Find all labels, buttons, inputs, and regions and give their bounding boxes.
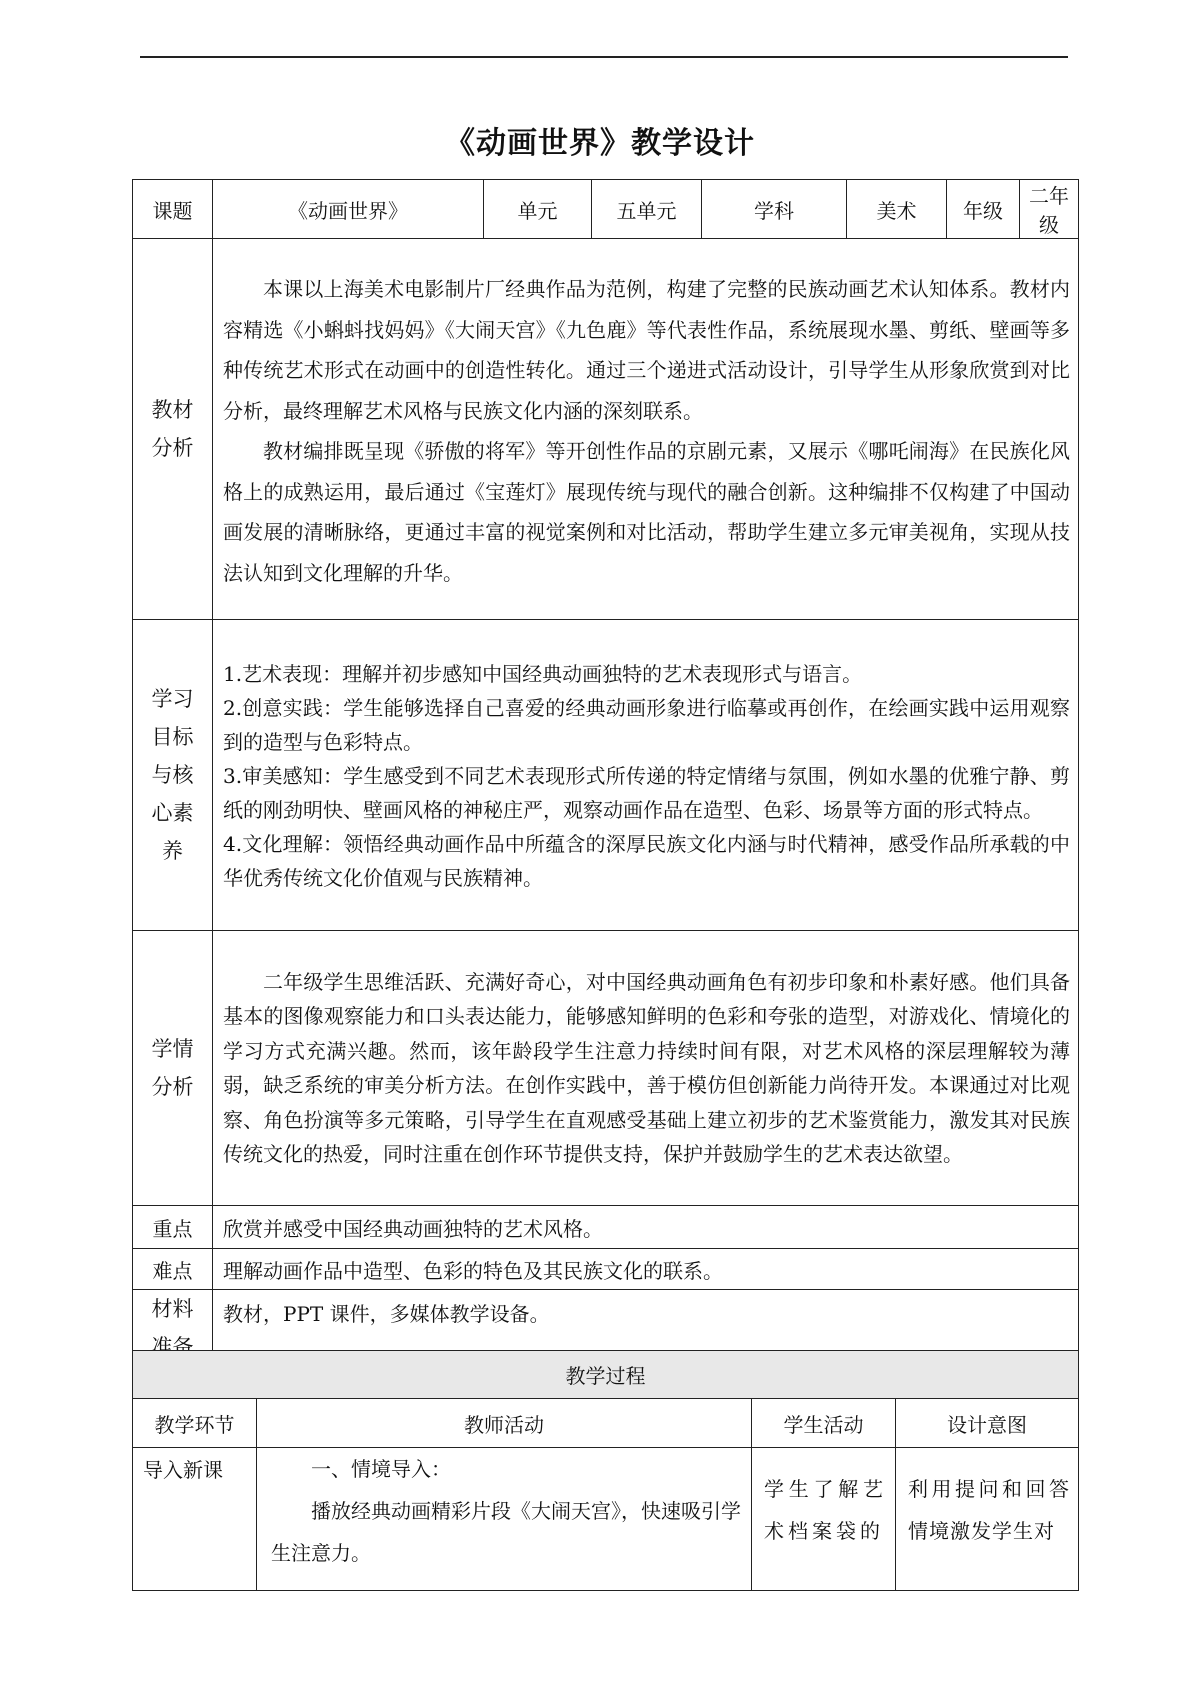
goals-list [213, 620, 1079, 931]
material-analysis-paragraph: 教材编排既呈现《骄傲的将军》等开创性作品的京剧元素，又展示《哪吒闹海》在民族化风格上的成熟运用，最后通过《宝莲灯》展现传统与现代的融合创新。这种编排不仅构建了中国动画发展的清晰脉络，更通过丰富的视觉案例和对比活动，帮助学生建立多元审美视角，实现从技法认知到文化理解的升华。 [223, 439, 1070, 585]
student-activity-cell: 学生了解艺术档案袋的 [752, 1448, 896, 1591]
material-analysis-label: 教材 分析 [133, 239, 213, 620]
teacher-activity-heading: 一、情境导入： [311, 1457, 451, 1481]
goal-item: 1.艺术表现：理解并初步感知中国经典动画独特的艺术表现形式与语言。 [223, 662, 863, 686]
teacher-activity-cell [257, 1448, 752, 1591]
student-analysis-row [133, 931, 1079, 1206]
key-point-row [133, 1206, 1079, 1249]
material-analysis-paragraph: 本课以上海美术电影制片厂经典作品为范例，构建了完整的民族动画艺术认知体系。教材内容精选《小蝌蚪找妈妈》《大闹天宫》《九色鹿》等代表性作品，系统展现水墨、剪纸、壁画等多种传统艺术形式在动画中的创造性转化。通过三个递进式活动设计，引导学生从形象欣赏到对比分析，最终理解艺术风格与民族文化内涵的深刻联系。 [223, 277, 1070, 423]
key-point-label: 重点 [133, 1206, 213, 1249]
header-rule [140, 56, 1068, 58]
subject-label: 学科 [702, 180, 847, 239]
unit-value: 五单元 [592, 180, 702, 239]
goals-row [133, 620, 1079, 931]
goals-label: 学习 目标 与核 心素 养 [133, 620, 213, 931]
lesson-info-table [132, 179, 1079, 1367]
header-row [133, 180, 1079, 239]
goal-item: 4.文化理解：领悟经典动画作品中所蕴含的深厚民族文化内涵与时代精神，感受作品所承载的中华优秀传统文化价值观与民族精神。 [223, 832, 1070, 890]
difficulty-row [133, 1249, 1079, 1290]
difficulty-label: 难点 [133, 1249, 213, 1290]
column-header-stage: 教学环节 [133, 1399, 257, 1448]
course-value: 《动画世界》 [213, 180, 484, 239]
materials-text: 教材，PPT 课件，多媒体教学设备。 [213, 1290, 1079, 1367]
goal-item: 2.创意实践：学生能够选择自己喜爱的经典动画形象进行临摹或再创作，在绘画实践中运用观察到的造型与色彩特点。 [223, 696, 1070, 754]
document-title: 《动画世界》教学设计 [445, 126, 755, 161]
student-analysis-text: 二年级学生思维活跃、充满好奇心，对中国经典动画角色有初步印象和朴素好感。他们具备基本的图像观察能力和口头表达能力，能够感知鲜明的色彩和夸张的造型，对游戏化、情境化的学习方式充满兴趣。然而，该年龄段学生注意力持续时间有限，对艺术风格的深层理解较为薄弱，缺乏系统的审美分析方法。在创作实践中，善于模仿但创新能力尚待开发。本课通过对比观察、角色扮演等多元策略，引导学生在直观感受基础上建立初步的艺术鉴赏能力，激发其对民族传统文化的热爱，同时注重在创作环节提供支持，保护并鼓励学生的艺术表达欲望。 [213, 931, 1079, 1206]
teaching-process-table [132, 1350, 1079, 1591]
student-analysis-label: 学情 分析 [133, 931, 213, 1206]
process-title: 教学过程 [133, 1351, 1079, 1399]
goal-item: 3.审美感知：学生感受到不同艺术表现形式所传递的特定情绪与氛围，例如水墨的优雅宁静、剪纸的刚劲明快、壁画风格的神秘庄严，观察动画作品在造型、色彩、场景等方面的形式特点。 [223, 764, 1070, 822]
difficulty-text: 理解动画作品中造型、色彩的特色及其民族文化的联系。 [213, 1249, 1079, 1290]
design-intent-cell: 利用提问和回答情境激发学生对 [896, 1448, 1079, 1591]
grade-value: 二年级 [1020, 180, 1079, 239]
process-header-row [133, 1399, 1079, 1448]
key-point-text: 欣赏并感受中国经典动画独特的艺术风格。 [213, 1206, 1079, 1249]
stage-cell: 导入新课 [133, 1448, 257, 1591]
grade-label: 年级 [947, 180, 1020, 239]
material-analysis-row [133, 239, 1079, 620]
unit-label: 单元 [484, 180, 592, 239]
column-header-student: 学生活动 [752, 1399, 896, 1448]
column-header-teacher: 教师活动 [257, 1399, 752, 1448]
process-title-row [133, 1351, 1079, 1399]
column-header-intent: 设计意图 [896, 1399, 1079, 1448]
subject-value: 美术 [847, 180, 947, 239]
course-label: 课题 [133, 180, 213, 239]
material-analysis-text [213, 239, 1079, 620]
teacher-activity-text: 播放经典动画精彩片段《大闹天宫》，快速吸引学生注意力。 [271, 1499, 741, 1565]
process-row [133, 1448, 1079, 1591]
materials-label: 材料 准备 [133, 1290, 213, 1367]
